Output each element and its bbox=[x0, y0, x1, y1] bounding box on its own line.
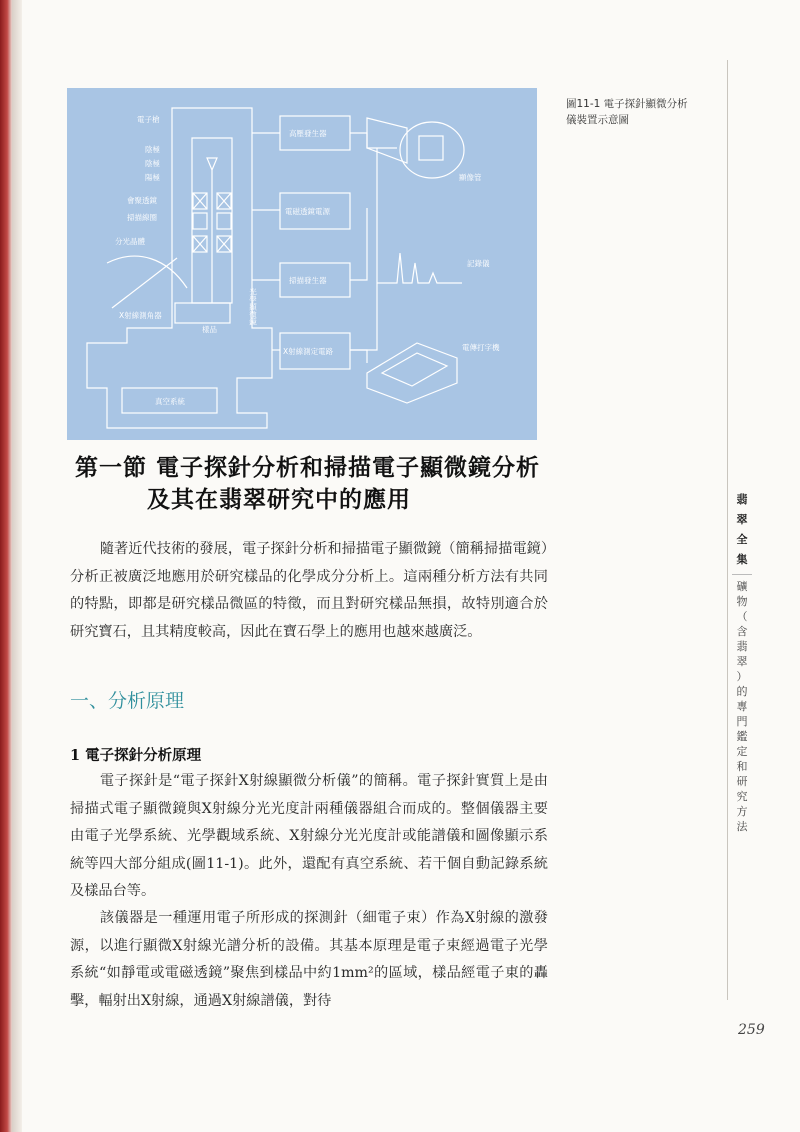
heading-line-2: 及其在翡翠研究中的應用 bbox=[147, 486, 411, 513]
label-control-grid: 陰極 bbox=[145, 159, 160, 168]
sidebar-title-char: 翡 bbox=[736, 493, 748, 506]
caption-line-1: 圖11-1 電子探針顯微分析 bbox=[566, 98, 688, 110]
label-recorder: 記錄儀 bbox=[467, 259, 490, 268]
sidebar-subtitle-char: 鑑 bbox=[736, 730, 748, 743]
sidebar-subtitle-char: 研 bbox=[736, 775, 748, 788]
label-vacuum-system: 真空系統 bbox=[155, 397, 185, 406]
figure-electron-probe-diagram bbox=[67, 88, 537, 440]
label-anode: 陽極 bbox=[145, 173, 160, 182]
sidebar-subtitle-char: 物 bbox=[736, 595, 748, 608]
label-optical-microscope: 光學顯微鏡 bbox=[248, 288, 258, 326]
sidebar-subtitle-char: 究 bbox=[736, 790, 748, 803]
running-sidebar bbox=[730, 490, 754, 834]
page-gutter bbox=[12, 0, 22, 1132]
paragraph-2: 該儀器是一種運用電子所形成的探測針（細電子束）作為X射線的激發源，以進行顯微X射線光譜分析的設備。其基本原理是電子束經過電子光學系統“如靜電或電磁透鏡”聚焦到樣品中約1mm²的區域，樣品經電子東的轟擊，輻射出X射線，通過X射線譜儀，對待 bbox=[70, 910, 548, 1009]
page-number: 259 bbox=[738, 1022, 765, 1038]
sidebar-subtitle-char: 礦 bbox=[736, 580, 748, 593]
sidebar-title-char: 全 bbox=[736, 533, 748, 546]
diagram-svg bbox=[67, 88, 537, 440]
label-scan-generator: 掃描發生器 bbox=[289, 276, 327, 285]
sidebar-subtitle-char: 和 bbox=[736, 760, 748, 773]
label-hv-generator: 高壓發生器 bbox=[289, 129, 327, 138]
sidebar-subtitle-char: 的 bbox=[736, 685, 748, 698]
sidebar-title-char: 集 bbox=[736, 553, 748, 566]
sidebar-subtitle-char: 翠 bbox=[736, 655, 748, 668]
caption-line-2: 儀裝置示意圖 bbox=[566, 114, 629, 126]
book-spine bbox=[0, 0, 12, 1132]
section-heading bbox=[75, 452, 545, 516]
paragraph-1: 電子探針是“電子探針X射線顯微分析儀”的簡稱。電子探針實質上是由掃描式電子顯微鏡與X射線分光光度計兩種儀器組合而成的。整個儀器主要由電子光學系統、光學觀域系統、X射線分光光度計或能譜儀和圖像顯示系統等四大部分組成(圖11-1)。此外，還配有真空系統、若干個自動記錄系統及樣品台等。 bbox=[70, 773, 548, 900]
section-title: 一、分析原理 bbox=[70, 690, 185, 712]
label-lens-power: 電磁透鏡電源 bbox=[285, 207, 330, 216]
sidebar-subtitle-char: 翡 bbox=[736, 640, 748, 653]
sidebar-subtitle-char: 法 bbox=[736, 820, 748, 833]
sidebar-subtitle-char: 定 bbox=[736, 745, 748, 758]
label-spectro-crystal: 分光晶體 bbox=[115, 237, 145, 246]
sidebar-subtitle-char: 專 bbox=[736, 700, 748, 713]
label-xray-detector: X射線測角器 bbox=[119, 311, 162, 320]
label-sample: 樣品 bbox=[202, 325, 217, 334]
sidebar-subtitle-char: ） bbox=[736, 670, 748, 683]
label-xray-circuit: X射線測定電路 bbox=[283, 347, 334, 356]
sidebar-subtitle-char: （ bbox=[736, 610, 748, 623]
label-cathode: 陰極 bbox=[145, 145, 160, 154]
sidebar-subtitle-char: 門 bbox=[736, 715, 748, 728]
label-scan-coil: 掃描線圈 bbox=[127, 213, 157, 222]
sidebar-divider bbox=[732, 574, 752, 575]
figure-caption bbox=[566, 96, 726, 128]
sidebar-title-char: 翠 bbox=[736, 513, 748, 526]
subsection-title: 1 電子探針分析原理 bbox=[70, 747, 202, 764]
intro-paragraph: 隨著近代技術的發展，電子探針分析和掃描電子顯微鏡（簡稱掃描電鏡）分析正被廣泛地應用於研究樣品的化學成分分析上。這兩種分析方法有共同的特點，即都是研究樣品微區的特徵，而且對研究樣品無損，故特別適合於研究寶石，且其精度較高，因此在寶石學上的應用也越來越廣泛。 bbox=[70, 541, 548, 640]
heading-line-1: 第一節 電子探針分析和掃描電子顯微鏡分析 bbox=[75, 454, 541, 481]
sidebar-subtitle-char: 方 bbox=[736, 805, 748, 818]
label-printer: 電傳打字機 bbox=[462, 343, 500, 352]
label-condenser-lens: 會聚透鏡 bbox=[127, 196, 157, 205]
sidebar-subtitle-char: 含 bbox=[736, 625, 748, 638]
label-electron-gun: 電子槍 bbox=[137, 115, 160, 124]
margin-rule bbox=[727, 60, 728, 1000]
label-display-tube: 顯像管 bbox=[459, 173, 482, 182]
